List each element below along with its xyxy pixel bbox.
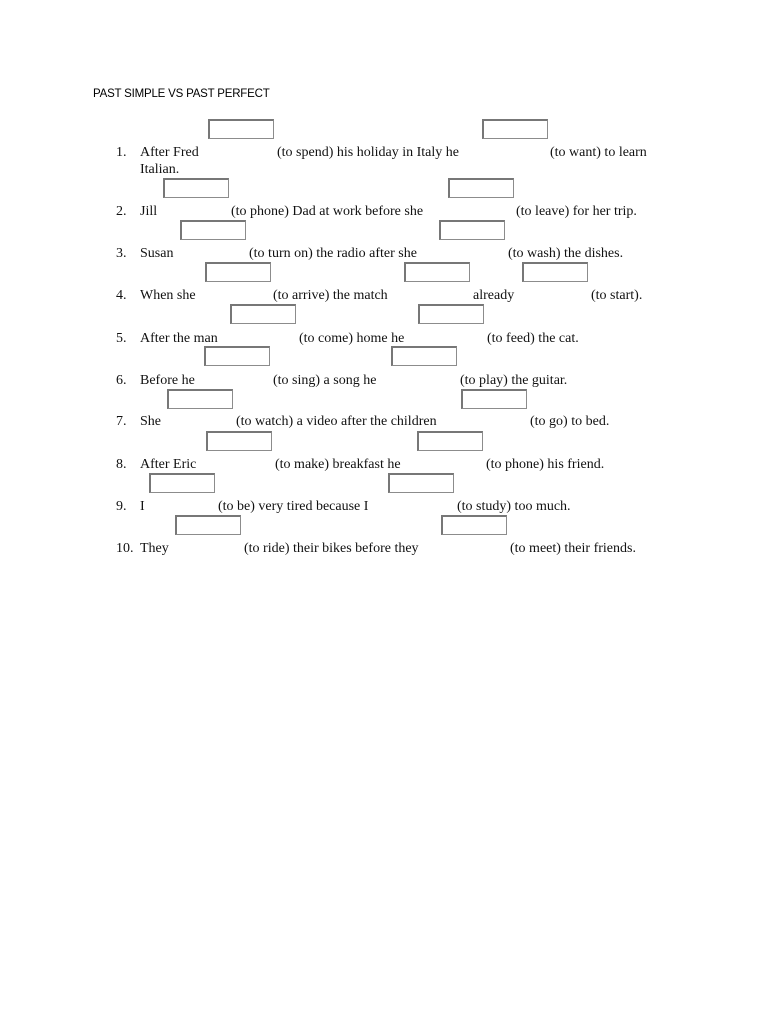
item-text-end: (to study) too much. bbox=[457, 499, 571, 514]
answer-field-5b[interactable] bbox=[418, 304, 484, 324]
item-text-middle: (to make) breakfast he bbox=[275, 457, 401, 472]
answer-field-4b[interactable] bbox=[404, 262, 470, 282]
answer-field-10b[interactable] bbox=[441, 515, 507, 535]
item-text-end: (to start). bbox=[591, 288, 643, 303]
item-text-extra: already bbox=[473, 288, 515, 303]
item-number: 4. bbox=[116, 288, 127, 303]
worksheet-title: PAST SIMPLE VS PAST PERFECT bbox=[93, 88, 270, 100]
answer-field-8b[interactable] bbox=[417, 431, 483, 451]
item-text-before: She bbox=[140, 414, 161, 429]
item-text-before: Before he bbox=[140, 373, 195, 388]
answer-field-2b[interactable] bbox=[448, 178, 514, 198]
item-text-before: I bbox=[140, 499, 145, 514]
item-text-end: (to play) the guitar. bbox=[460, 373, 568, 388]
item-text-end: (to meet) their friends. bbox=[510, 541, 636, 556]
answer-field-2a[interactable] bbox=[163, 178, 229, 198]
item-number: 8. bbox=[116, 457, 127, 472]
answer-field-3a[interactable] bbox=[180, 220, 246, 240]
item-text-before: Jill bbox=[140, 204, 158, 219]
answer-field-5a[interactable] bbox=[230, 304, 296, 324]
item-text-middle: (to watch) a video after the children bbox=[236, 414, 437, 429]
item-number: 6. bbox=[116, 373, 127, 388]
item-text-middle: (to come) home he bbox=[299, 331, 405, 346]
item-number: 9. bbox=[116, 499, 127, 514]
item-number: 10. bbox=[116, 541, 134, 556]
answer-field-1a[interactable] bbox=[208, 119, 274, 139]
item-text-end: (to wash) the dishes. bbox=[508, 246, 624, 261]
item-text-middle: (to ride) their bikes before they bbox=[244, 541, 419, 556]
answer-field-7a[interactable] bbox=[167, 389, 233, 409]
item-text-continuation: Italian. bbox=[140, 162, 180, 177]
item-text-middle: (to turn on) the radio after she bbox=[249, 246, 417, 261]
item-text-before: After the man bbox=[140, 331, 218, 346]
answer-field-9b[interactable] bbox=[388, 473, 454, 493]
answer-field-3b[interactable] bbox=[439, 220, 505, 240]
item-text-before: They bbox=[140, 541, 169, 556]
item-number: 3. bbox=[116, 246, 127, 261]
item-text-end: (to go) to bed. bbox=[530, 414, 610, 429]
answer-field-6a[interactable] bbox=[204, 346, 270, 366]
item-text-middle: (to phone) Dad at work before she bbox=[231, 204, 424, 219]
item-text-before: After Fred bbox=[140, 145, 199, 160]
item-number: 1. bbox=[116, 145, 127, 160]
item-number: 5. bbox=[116, 331, 127, 346]
answer-field-7b[interactable] bbox=[461, 389, 527, 409]
answer-field-8a[interactable] bbox=[206, 431, 272, 451]
item-text-middle: (to spend) his holiday in Italy he bbox=[277, 145, 459, 160]
item-text-before: Susan bbox=[140, 246, 174, 261]
item-text-before: After Eric bbox=[140, 457, 197, 472]
answer-field-4c[interactable] bbox=[522, 262, 588, 282]
item-text-end: (to feed) the cat. bbox=[487, 331, 579, 346]
answer-field-10a[interactable] bbox=[175, 515, 241, 535]
answer-field-1b[interactable] bbox=[482, 119, 548, 139]
item-number: 7. bbox=[116, 414, 127, 429]
item-text-middle: (to be) very tired because I bbox=[218, 499, 369, 514]
answer-field-6b[interactable] bbox=[391, 346, 457, 366]
answer-field-9a[interactable] bbox=[149, 473, 215, 493]
item-text-before: When she bbox=[140, 288, 196, 303]
item-text-end: (to phone) his friend. bbox=[486, 457, 605, 472]
item-text-end: (to want) to learn bbox=[550, 145, 647, 160]
answer-field-4a[interactable] bbox=[205, 262, 271, 282]
item-text-end: (to leave) for her trip. bbox=[516, 204, 637, 219]
item-number: 2. bbox=[116, 204, 127, 219]
item-text-middle: (to arrive) the match bbox=[273, 288, 388, 303]
item-text-middle: (to sing) a song he bbox=[273, 373, 377, 388]
